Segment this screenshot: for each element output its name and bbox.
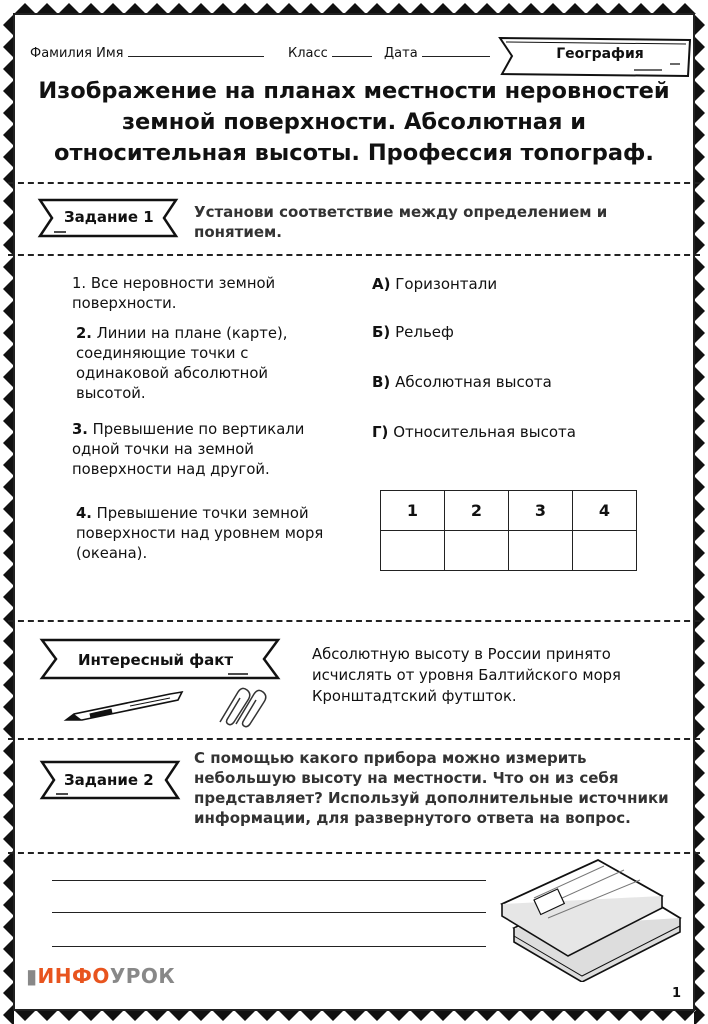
answer-b: Б) Рельеф	[372, 323, 454, 341]
answer-cell-3[interactable]	[509, 531, 573, 571]
task2-label: Задание 2	[64, 771, 154, 789]
fact-label: Интересный факт	[78, 651, 234, 669]
table-header-2: 2	[445, 491, 509, 531]
answer-line[interactable]	[52, 912, 486, 913]
answer-g: Г) Относительная высота	[372, 423, 576, 441]
logo-mark-icon: ▮	[26, 964, 38, 988]
subject-label: География	[556, 46, 644, 62]
separator	[8, 254, 700, 256]
answer-v: В) Абсолютная высота	[372, 373, 552, 391]
date-field[interactable]	[384, 44, 490, 61]
class-field[interactable]	[288, 44, 372, 61]
separator	[8, 852, 700, 854]
name-field[interactable]	[30, 44, 264, 61]
books-icon	[494, 858, 690, 982]
answer-line[interactable]	[52, 880, 486, 881]
separator	[8, 738, 700, 740]
definition-4: 4. Превышение точки земной поверхности над уровнем моря (океана).	[76, 505, 324, 562]
task1-label: Задание 1	[64, 208, 154, 226]
pen-icon	[60, 686, 190, 726]
date-label: Дата	[384, 46, 418, 61]
name-label: Фамилия Имя	[30, 46, 124, 61]
page-number: 1	[672, 986, 682, 1001]
answer-cell-1[interactable]	[381, 531, 445, 571]
class-label: Класс	[288, 46, 328, 61]
answer-cell-2[interactable]	[445, 531, 509, 571]
separator	[8, 620, 700, 622]
fact-text: Абсолютную высоту в России принято исчислять от уровня Балтийского моря Кронштадтский футшток.	[312, 646, 621, 705]
answer-a: А) Горизонтали	[372, 275, 498, 293]
page-title: Изображение на планах местности неровностей земной поверхности. Абсолютная и относительная высоты. Профессия топограф.	[38, 78, 670, 166]
table-header-3: 3	[509, 491, 573, 531]
table-header-4: 4	[573, 491, 637, 531]
paperclip-icon	[212, 684, 272, 730]
answer-table	[380, 490, 637, 571]
task2-question: С помощью какого прибора можно измерить небольшую высоту на местности. Что он из себя представляет? Используй дополнительные источники информации, для развернутого ответа на вопрос.	[194, 749, 669, 827]
task1-instruction: Установи соответствие между определением и понятием.	[194, 203, 608, 241]
answer-cell-4[interactable]	[573, 531, 637, 571]
separator	[8, 182, 700, 184]
answer-line[interactable]	[52, 946, 486, 947]
definition-3: 3. Превышение по вертикали одной точки на земной поверхности над другой.	[72, 421, 305, 478]
definition-2: 2. Линии на плане (карте), соединяющие точки с одинаковой абсолютной высотой.	[76, 325, 288, 402]
definition-1: 1. Все неровности земной поверхности.	[72, 275, 276, 312]
infourok-logo: ▮ИНФОУРОК	[26, 964, 176, 988]
table-header-1: 1	[381, 491, 445, 531]
